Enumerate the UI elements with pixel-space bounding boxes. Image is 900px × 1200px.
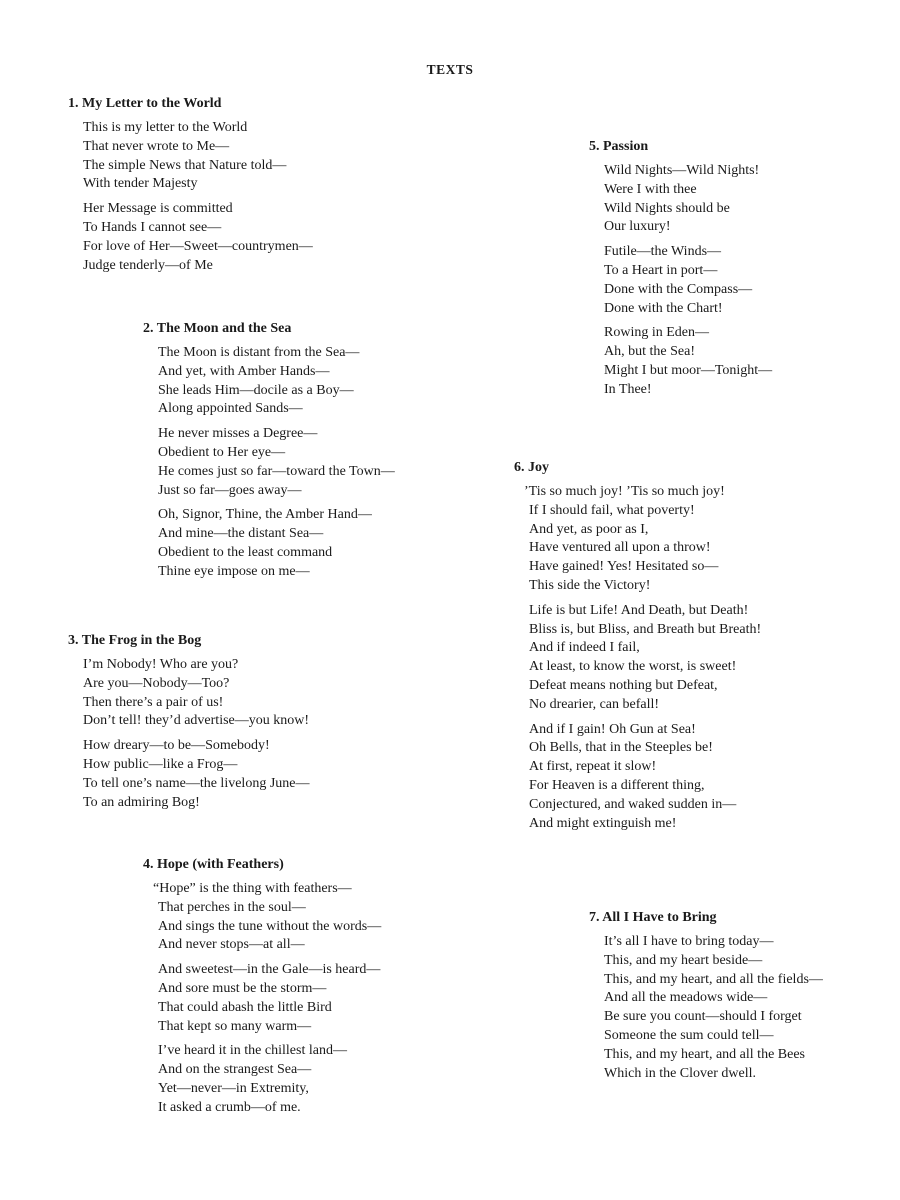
poem-line: At least, to know the worst, is sweet! [529, 659, 737, 675]
poem-line: Just so far—goes away— [158, 482, 302, 498]
poem-line: This side the Victory! [529, 577, 651, 593]
poem-title: 1. My Letter to the World [68, 96, 222, 111]
stanza [514, 483, 761, 596]
poem-2 [143, 319, 395, 588]
poem-title: 4. Hope (with Feathers) [143, 857, 284, 872]
poem-line: This is my letter to the World [83, 120, 248, 135]
stanza [514, 602, 761, 715]
poem-line: Bliss is, but Bliss, and Breath but Breath! [529, 621, 762, 637]
poem-title: 7. All I Have to Bring [589, 910, 717, 925]
stanza [143, 880, 381, 955]
poem-line: Don’t tell! they’d advertise—you know! [83, 713, 310, 729]
poem-line: Judge tenderly—of Me [83, 257, 213, 273]
poem-line: Done with the Chart! [604, 300, 723, 316]
stanza [143, 961, 381, 1036]
poem-7 [589, 908, 823, 1089]
stanza [143, 1042, 381, 1117]
poem-line: To tell one’s name—the livelong June— [83, 775, 310, 791]
stanza [589, 162, 772, 237]
poem-line: At first, repeat it slow! [529, 759, 657, 775]
stanza [143, 425, 395, 500]
poem-line: Then there’s a pair of us! [83, 694, 224, 710]
poem-line: Defeat means nothing but Defeat, [529, 677, 718, 693]
poem-line: With tender Majesty [83, 176, 198, 192]
poem-line: And on the strangest Sea— [158, 1062, 312, 1078]
poem-line: This, and my heart, and all the Bees [604, 1046, 805, 1062]
poem-line: And if I gain! Oh Gun at Sea! [529, 721, 696, 737]
poem-6 [514, 458, 761, 839]
poem-line: It asked a crumb—of me. [158, 1099, 301, 1115]
poem-3 [68, 631, 309, 818]
poem-line: Thine eye impose on me— [158, 563, 310, 579]
poem-line: To a Heart in port— [604, 262, 718, 278]
poem-line: ’Tis so much joy! ’Tis so much joy! [524, 484, 725, 499]
poem-line: It’s all I have to bring today— [604, 934, 774, 949]
poem-line: Have ventured all upon a throw! [529, 540, 711, 556]
poem-1 [68, 94, 313, 281]
poem-line: Along appointed Sands— [158, 401, 303, 417]
poem-line: Life is but Life! And Death, but Death! [529, 602, 749, 618]
poem-line: No drearier, can befall! [529, 696, 660, 712]
poem-line: I’m Nobody! Who are you? [83, 657, 239, 672]
poem-line: Be sure you count—should I forget [604, 1009, 802, 1025]
poem-line: Are you—Nobody—Too? [83, 675, 230, 691]
poem-line: And yet, with Amber Hands— [158, 363, 330, 379]
poem-line: Obedient to Her eye— [158, 444, 286, 460]
stanza [68, 737, 309, 812]
poem-line: If I should fail, what poverty! [529, 502, 695, 518]
poem-line: That perches in the soul— [158, 899, 306, 915]
poem-line: Rowing in Eden— [604, 325, 709, 341]
poem-title: 6. Joy [514, 460, 549, 475]
poem-line: Oh, Signor, Thine, the Amber Hand— [158, 507, 372, 523]
poem-line: How dreary—to be—Somebody! [83, 738, 270, 754]
poem-line: That could abash the little Bird [158, 999, 332, 1015]
poem-line: For love of Her—Sweet—countrymen— [83, 238, 313, 254]
poem-line: He comes just so far—toward the Town— [158, 463, 395, 479]
poem-line: Ah, but the Sea! [604, 344, 695, 360]
poem-line: And sings the tune without the words— [158, 918, 382, 934]
poem-line: Someone the sum could tell— [604, 1027, 774, 1043]
poem-line: And yet, as poor as I, [529, 521, 649, 537]
stanza [143, 506, 395, 581]
poem-line: This, and my heart beside— [604, 952, 763, 968]
poem-title: 3. The Frog in the Bog [68, 633, 202, 648]
poem-line: Which in the Clover dwell. [604, 1065, 757, 1081]
poem-line: Have gained! Yes! Hesitated so— [529, 559, 719, 575]
page-heading: TEXTS [426, 62, 474, 77]
poem-line: Futile—the Winds— [604, 244, 722, 260]
poem-line: Were I with thee [604, 181, 697, 197]
poem-line: And never stops—at all— [158, 937, 305, 953]
poem-line: In Thee! [604, 381, 652, 397]
poem-line: Our luxury! [604, 219, 671, 235]
poem-4 [143, 855, 381, 1124]
poem-line: She leads Him—docile as a Boy— [158, 382, 354, 398]
stanza [589, 243, 772, 318]
poem-line: The Moon is distant from the Sea— [158, 345, 360, 360]
poem-line: To an admiring Bog! [83, 794, 200, 810]
poem-line: Oh Bells, that in the Steeples be! [529, 740, 713, 756]
poem-line: And sweetest—in the Gale—is heard— [158, 962, 381, 978]
stanza [589, 933, 823, 1083]
poem-line: How public—like a Frog— [83, 756, 238, 772]
stanza [68, 656, 309, 731]
poem-line: And sore must be the storm— [158, 980, 327, 996]
poem-line: The simple News that Nature told— [83, 157, 287, 173]
stanza [589, 324, 772, 399]
poem-title: 2. The Moon and the Sea [143, 321, 292, 336]
poem-5 [589, 137, 772, 406]
poem-line: Obedient to the least command [158, 544, 333, 560]
poem-line: That never wrote to Me— [83, 138, 230, 154]
stanza [143, 344, 395, 419]
poem-line: “Hope” is the thing with feathers— [153, 881, 352, 896]
poem-line: He never misses a Degree— [158, 426, 318, 442]
stanza [514, 721, 761, 834]
poem-line: Wild Nights—Wild Nights! [604, 163, 760, 178]
poem-line: Wild Nights should be [604, 200, 730, 216]
poem-line: Conjectured, and waked sudden in— [529, 796, 737, 812]
poem-line: That kept so many warm— [158, 1018, 312, 1034]
poem-line: To Hands I cannot see— [83, 219, 222, 235]
poem-line: For Heaven is a different thing, [529, 777, 705, 793]
poem-line: Her Message is committed [83, 201, 233, 217]
poem-line: I’ve heard it in the chillest land— [158, 1043, 347, 1059]
poem-line: Yet—never—in Extremity, [158, 1080, 309, 1096]
poem-line: Might I but moor—Tonight— [604, 362, 773, 378]
poem-title: 5. Passion [589, 139, 649, 154]
poem-line: This, and my heart, and all the fields— [604, 971, 823, 987]
poem-line: And all the meadows wide— [604, 990, 768, 1006]
poem-line: And mine—the distant Sea— [158, 526, 324, 542]
poem-line: And might extinguish me! [529, 815, 677, 831]
poem-line: Done with the Compass— [604, 281, 753, 297]
poem-line: And if indeed I fail, [529, 640, 640, 656]
stanza [68, 119, 313, 194]
stanza [68, 200, 313, 275]
